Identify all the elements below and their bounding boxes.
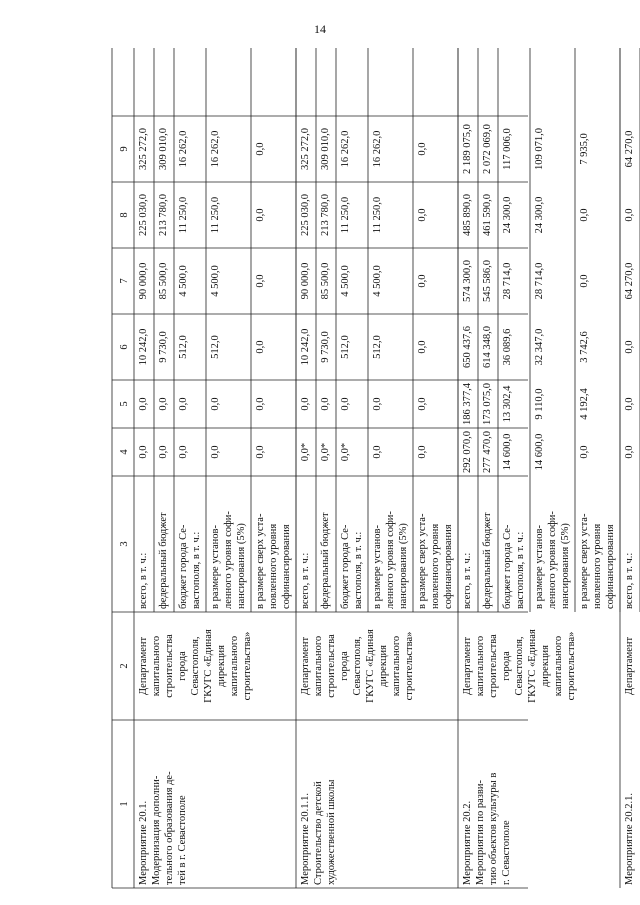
source-cell: всего, в т. ч.: (138, 552, 149, 609)
executor-cell: города (501, 651, 512, 681)
value-cell: 0,0 (417, 445, 428, 459)
value-cell: 512,0 (178, 335, 189, 359)
value-cell: 0,0 (579, 208, 590, 222)
header-cell: 9 (119, 146, 130, 152)
value-cell: 461 590,0 (482, 194, 493, 236)
page-number: 14 (314, 22, 326, 36)
value-cell: 10 242,0 (300, 328, 311, 366)
header-cell: 2 (119, 663, 130, 669)
value-cell: 0,0 (300, 397, 311, 411)
value-cell: 0,0 (210, 445, 221, 459)
executor-cell: строительства» (566, 631, 577, 701)
source-cell: федеральный бюджет (320, 512, 331, 609)
value-cell: 225 030,0 (300, 194, 311, 236)
source-cell: бюджет города Се- (340, 524, 351, 609)
event-cell: тельного образования де- (164, 771, 175, 885)
source-cell: нансирования (5%) (560, 523, 571, 609)
source-cell: всего, в т. ч.: (462, 552, 473, 609)
value-cell: 28 714,0 (502, 262, 513, 300)
event-cell: Строительство детской (313, 781, 324, 885)
event-cell: Модернизация дополни- (151, 775, 162, 885)
source-cell: новленного уровня (430, 523, 441, 609)
value-cell: 0,0 (624, 340, 635, 354)
event-cell: Мероприятия по разви- (475, 780, 486, 885)
value-cell: 11 250,0 (372, 196, 383, 234)
source-cell: федеральный бюджет (158, 512, 169, 609)
value-cell: 4 500,0 (178, 265, 189, 297)
value-cell: 0,0 (255, 274, 266, 288)
value-cell: 28 714,0 (534, 262, 545, 300)
source-cell: софинансирования (443, 524, 454, 609)
executor-cell: строительства» (242, 631, 253, 701)
source-cell: софинансирования (605, 524, 616, 609)
executor-cell: Департамент (138, 636, 149, 696)
value-cell: 109 071,0 (534, 128, 545, 170)
executor-cell: Департамент (624, 636, 635, 696)
source-cell: вастополя, в т. ч.: (515, 531, 526, 609)
header-cell: 6 (119, 344, 130, 350)
value-cell: 225 030,0 (138, 194, 149, 236)
executor-cell: Департамент (300, 636, 311, 696)
value-cell: 3 742,6 (579, 331, 590, 363)
value-cell: 0,0 (372, 445, 383, 459)
source-cell: в размере установ- (534, 525, 545, 609)
executor-cell: строительства (326, 634, 337, 698)
value-cell: 0,0 (210, 397, 221, 411)
executor-cell: города (339, 651, 350, 681)
executor-cell: капитального (151, 635, 162, 697)
source-cell: всего, в т. ч.: (624, 552, 635, 609)
value-cell: 186 377,4 (462, 383, 473, 425)
value-cell: 7 935,0 (579, 133, 590, 165)
value-cell: 117 006,0 (502, 128, 513, 170)
value-cell: 14 600,0 (502, 433, 513, 471)
executor-cell: ГКУГС «Единая (365, 629, 376, 703)
executor-cell: Севастополя, (352, 636, 363, 696)
value-cell: 0,0 (417, 142, 428, 156)
executor-cell: дирекция (216, 644, 227, 688)
value-cell: 9 730,0 (158, 331, 169, 363)
value-cell: 0,0 (158, 397, 169, 411)
event-cell: Мероприятие 20.1. (138, 800, 149, 885)
value-cell: 16 262,0 (210, 130, 221, 168)
executor-cell: Департамент (462, 636, 473, 696)
source-cell: в размере установ- (372, 525, 383, 609)
value-cell: 0,0* (300, 442, 311, 462)
value-cell: 0,0 (178, 445, 189, 459)
source-cell: в размере сверх уста- (417, 513, 428, 609)
executor-cell: ГКУГС «Единая (203, 629, 214, 703)
value-cell: 4 192,4 (579, 388, 590, 420)
value-cell: 512,0 (210, 335, 221, 359)
value-cell: 0,0 (255, 142, 266, 156)
source-cell: вастополя, в т. ч.: (353, 531, 364, 609)
value-cell: 2 189 075,0 (462, 124, 473, 174)
value-cell: 0,0 (624, 445, 635, 459)
value-cell: 24 300,0 (534, 196, 545, 234)
value-cell: 0,0 (579, 274, 590, 288)
value-cell: 325 272,0 (300, 128, 311, 170)
source-cell: в размере сверх уста- (255, 513, 266, 609)
executor-cell: Севастополя, (514, 636, 525, 696)
value-cell: 213 780,0 (158, 194, 169, 236)
value-cell: 32 347,0 (534, 328, 545, 366)
value-cell: 9 730,0 (320, 331, 331, 363)
value-cell: 36 089,6 (502, 328, 513, 366)
value-cell: 85 500,0 (158, 262, 169, 300)
executor-cell: дирекция (378, 644, 389, 688)
value-cell: 574 300,0 (462, 260, 473, 302)
value-cell: 14 600,0 (534, 433, 545, 471)
value-cell: 0,0 (417, 397, 428, 411)
header-cell: 7 (119, 278, 130, 284)
event-cell: Мероприятие 20.1.1. (300, 792, 311, 885)
value-cell: 277 470,0 (482, 431, 493, 473)
value-cell: 292 070,0 (462, 431, 473, 473)
event-cell: Мероприятие 20.2. (462, 800, 473, 885)
executor-cell: капитального (475, 635, 486, 697)
source-cell: новленного уровня (268, 523, 279, 609)
value-cell: 0,0 (255, 397, 266, 411)
source-cell: вастополя, в т. ч.: (191, 531, 202, 609)
event-cell: г. Севастополе (501, 820, 512, 885)
value-cell: 512,0 (340, 335, 351, 359)
source-cell: ленного уровня софи- (547, 511, 558, 609)
header-cell: 4 (119, 449, 130, 455)
source-cell: нансирования (5%) (398, 523, 409, 609)
source-cell: в размере установ- (210, 525, 221, 609)
value-cell: 0,0 (624, 397, 635, 411)
source-cell: бюджет города Се- (502, 524, 513, 609)
value-cell: 512,0 (372, 335, 383, 359)
value-cell: 0,0* (320, 442, 331, 462)
value-cell: 13 302,4 (502, 385, 513, 423)
value-cell: 0,0 (417, 340, 428, 354)
value-cell: 16 262,0 (372, 130, 383, 168)
value-cell: 64 270,0 (624, 130, 635, 168)
value-cell: 4 500,0 (340, 265, 351, 297)
value-cell: 24 300,0 (502, 196, 513, 234)
event-cell: тей в г. Севастополе (177, 795, 188, 885)
executor-cell: ГКУГС «Единая (527, 629, 538, 703)
executor-cell: капитального (229, 635, 240, 697)
value-cell: 4 500,0 (210, 265, 221, 297)
source-cell: новленного уровня (592, 523, 603, 609)
value-cell: 10 242,0 (138, 328, 149, 366)
event-cell: Мероприятие 20.2.1. (624, 792, 635, 885)
header-cell: 1 (119, 801, 130, 807)
executor-cell: строительства (488, 634, 499, 698)
value-cell: 0,0 (320, 397, 331, 411)
executor-cell: Севастополя, (190, 636, 201, 696)
value-cell: 2 072 069,0 (482, 124, 493, 174)
value-cell: 309 010,0 (320, 128, 331, 170)
value-cell: 11 250,0 (178, 196, 189, 234)
value-cell: 213 780,0 (320, 194, 331, 236)
table-body (112, 48, 640, 888)
value-cell: 16 262,0 (178, 130, 189, 168)
source-cell: софинансирования (281, 524, 292, 609)
value-cell: 64 270,0 (624, 262, 635, 300)
value-cell: 485 890,0 (462, 194, 473, 236)
value-cell: 0,0* (340, 442, 351, 462)
value-cell: 309 010,0 (158, 128, 169, 170)
value-cell: 90 000,0 (138, 262, 149, 300)
value-cell: 0,0 (340, 397, 351, 411)
executor-cell: города (177, 651, 188, 681)
value-cell: 614 348,0 (482, 326, 493, 368)
value-cell: 16 262,0 (340, 130, 351, 168)
source-cell: федеральный бюджет (482, 512, 493, 609)
value-cell: 0,0 (417, 208, 428, 222)
value-cell: 0,0 (178, 397, 189, 411)
value-cell: 11 250,0 (340, 196, 351, 234)
header-cell: 8 (119, 212, 130, 218)
source-cell: ленного уровня софи- (385, 511, 396, 609)
executor-cell: дирекция (540, 644, 551, 688)
source-cell: всего, в т. ч.: (300, 552, 311, 609)
value-cell: 0,0 (579, 445, 590, 459)
source-cell: нансирования (5%) (236, 523, 247, 609)
value-cell: 90 000,0 (300, 262, 311, 300)
event-cell: художественной школы (326, 779, 337, 885)
value-cell: 173 075,0 (482, 383, 493, 425)
value-cell: 9 110,0 (534, 388, 545, 420)
value-cell: 0,0 (158, 445, 169, 459)
source-cell: в размере сверх уста- (579, 513, 590, 609)
value-cell: 0,0 (138, 397, 149, 411)
executor-cell: строительства» (404, 631, 415, 701)
header-cell: 3 (119, 541, 130, 547)
value-cell: 0,0 (372, 397, 383, 411)
value-cell: 0,0 (255, 445, 266, 459)
value-cell: 325 272,0 (138, 128, 149, 170)
value-cell: 545 586,0 (482, 260, 493, 302)
executor-cell: капитального (391, 635, 402, 697)
value-cell: 650 437,6 (462, 326, 473, 368)
value-cell: 0,0 (138, 445, 149, 459)
event-cell: тию объектов культуры в (488, 772, 499, 885)
value-cell: 0,0 (255, 340, 266, 354)
value-cell: 85 500,0 (320, 262, 331, 300)
value-cell: 11 250,0 (210, 196, 221, 234)
executor-cell: капитального (313, 635, 324, 697)
source-cell: бюджет города Се- (178, 524, 189, 609)
executor-cell: капитального (553, 635, 564, 697)
executor-cell: строительства (164, 634, 175, 698)
value-cell: 4 500,0 (372, 265, 383, 297)
header-cell: 5 (119, 401, 130, 407)
value-cell: 0,0 (255, 208, 266, 222)
value-cell: 0,0 (624, 208, 635, 222)
source-cell: ленного уровня софи- (223, 511, 234, 609)
value-cell: 0,0 (417, 274, 428, 288)
